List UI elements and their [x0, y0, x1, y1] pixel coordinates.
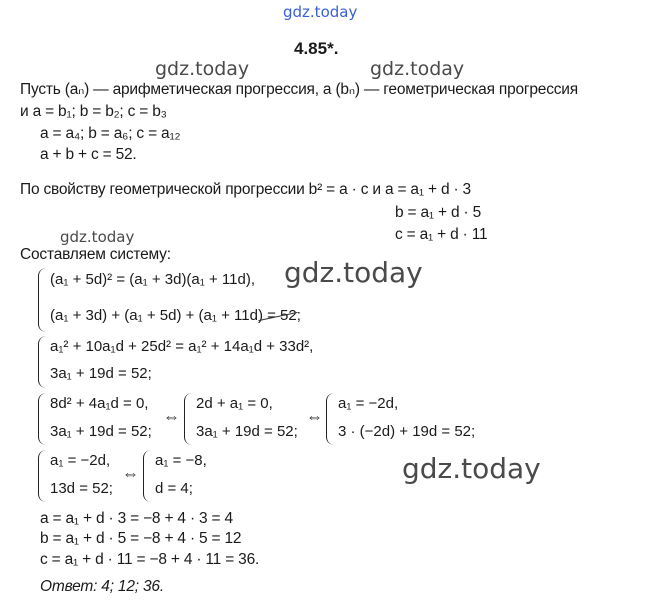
system-3b-row-2: 3a₁ + 19d = 52;	[196, 423, 298, 440]
watermark-small: gdz.today	[60, 228, 135, 246]
system-2-brace	[38, 336, 46, 388]
property-line-2: b = a₁ + d · 5	[395, 204, 482, 221]
system-2-row-2: 3a₁ + 19d = 52;	[50, 365, 152, 382]
watermark-top: gdz.today	[283, 3, 358, 21]
system-4b-row-1: a₁ = −8,	[155, 452, 207, 469]
system-2-row-1: a₁² + 10a₁d + 25d² = a₁² + 14a₁d + 33d²,	[50, 338, 314, 355]
system-4a-brace	[38, 450, 46, 502]
intro-line-4: a + b + c = 52.	[40, 146, 137, 163]
result-b: b = a₁ + d · 5 = −8 + 4 · 5 = 12	[40, 530, 242, 547]
intro-line-2: и a = b₁; b = b₂; c = b₃	[20, 103, 167, 120]
watermark-large-center: gdz.today	[284, 256, 423, 289]
property-line-1: По свойству геометрической прогрессии b² = a · c и a = a₁ + d · 3	[20, 181, 471, 198]
system-1-brace	[38, 268, 46, 332]
equivalence-arrow-2: ⇔	[306, 407, 323, 426]
property-line-3: c = a₁ + d · 11	[395, 226, 488, 243]
system-4b-row-2: d = 4;	[155, 480, 193, 497]
system-3c-row-1: a₁ = −2d,	[338, 395, 399, 412]
system-4b-brace	[143, 450, 151, 502]
system-3c-brace	[326, 393, 334, 445]
system-3b-row-1: 2d + a₁ = 0,	[196, 395, 273, 412]
equivalence-arrow-3: ⇔	[122, 464, 139, 483]
system-1-row-1: (a₁ + 5d)² = (a₁ + 3d)(a₁ + 11d),	[50, 271, 256, 288]
system-3a-row-1: 8d² + 4a₁d = 0,	[50, 395, 149, 412]
intro-line-3: a = a₄; b = a₆; c = a₁₂	[40, 125, 181, 142]
equivalence-arrow-1: ⇔	[163, 407, 180, 426]
watermark-line1-left: gdz.today	[155, 58, 250, 80]
system-label: Составляем систему:	[20, 246, 171, 263]
system-4a-row-2: 13d = 52;	[50, 480, 113, 497]
system-3c-row-2: 3 · (−2d) + 19d = 52;	[338, 423, 476, 440]
result-a: a = a₁ + d · 3 = −8 + 4 · 3 = 4	[40, 510, 233, 527]
problem-number: 4.85*.	[294, 39, 339, 58]
watermark-large-right: gdz.today	[402, 452, 541, 485]
system-3b-brace	[184, 393, 192, 445]
result-c: c = a₁ + d · 11 = −8 + 4 · 11 = 36.	[40, 551, 260, 568]
intro-line-1: Пусть (aₙ) — арифметическая прогрессия, а (bₙ) — геометрическая прогрессия	[20, 81, 578, 98]
system-1-row-2: (a₁ + 3d) + (a₁ + 5d) + (a₁ + 11d) = 52;	[50, 307, 301, 324]
watermark-line1-right: gdz.today	[370, 58, 465, 80]
answer: Ответ: 4; 12; 36.	[40, 578, 164, 595]
system-4a-row-1: a₁ = −2d,	[50, 452, 111, 469]
system-3a-row-2: 3a₁ + 19d = 52;	[50, 423, 152, 440]
system-3a-brace	[38, 393, 46, 445]
